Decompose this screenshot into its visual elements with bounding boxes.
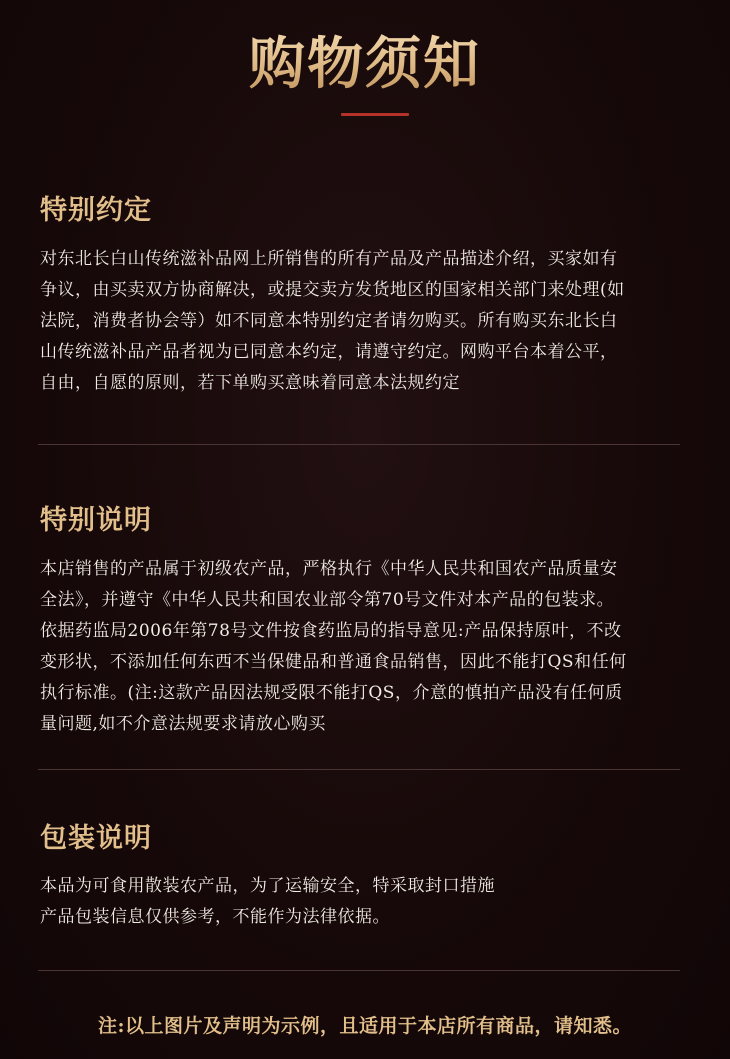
section-heading: 特别约定: [40, 195, 152, 226]
section-divider: [38, 970, 680, 971]
body-line: 变形状，不添加任何东西不当保健品和普通食品销售，因此不能打QS和任何: [40, 652, 627, 672]
body-line: 执行标准。(注:这款产品因法规受限不能打QS，介意的慎拍产品没有任何质: [40, 683, 623, 703]
section-body: [40, 244, 680, 399]
page-title: 购物须知: [0, 26, 730, 102]
body-line: 量问题,如不介意法规要求请放心购买: [40, 714, 326, 734]
section-heading: 特别说明: [40, 505, 152, 536]
body-line: 本店销售的产品属于初级农产品，严格执行《中华人民共和国农产品质量安: [40, 559, 618, 579]
section-body: [40, 871, 680, 933]
body-line: 依据药监局2006年第78号文件按食药监局的指导意见:产品保持原叶，不改: [40, 621, 622, 641]
body-line: 本品为可食用散装农产品，为了运输安全，特采取封口措施: [40, 876, 495, 896]
section-special-statement: [40, 503, 680, 740]
section-packaging: [40, 821, 680, 933]
footer-note: 注:以上图片及声明为示例，且适用于本店所有商品，请知悉。: [97, 1015, 632, 1037]
body-line: 产品包装信息仅供参考，不能作为法律依据。: [40, 907, 390, 927]
body-line: 争议，由买卖双方协商解决，或提交卖方发货地区的国家相关部门来处理(如: [40, 280, 625, 300]
body-line: 山传统滋补品产品者视为已同意本约定，请遵守约定。网购平台本着公平，: [40, 342, 618, 362]
body-line: 全法》，并遵守《中华人民共和国农业部令第70号文件对本产品的包装求。: [40, 590, 615, 610]
section-body: [40, 554, 680, 740]
section-special-agreement: [40, 193, 680, 399]
body-line: 法院，消费者协会等）如不同意本特别约定者请勿购买。所有购买东北长白: [40, 311, 618, 331]
section-heading: 包装说明: [40, 823, 152, 854]
title-underline: [341, 113, 409, 116]
body-line: 对东北长白山传统滋补品网上所销售的所有产品及产品描述介绍，买家如有: [40, 249, 618, 269]
section-divider: [38, 444, 680, 445]
section-divider: [38, 769, 680, 770]
body-line: 自由，自愿的原则，若下单购买意味着同意本法规约定: [40, 373, 460, 393]
